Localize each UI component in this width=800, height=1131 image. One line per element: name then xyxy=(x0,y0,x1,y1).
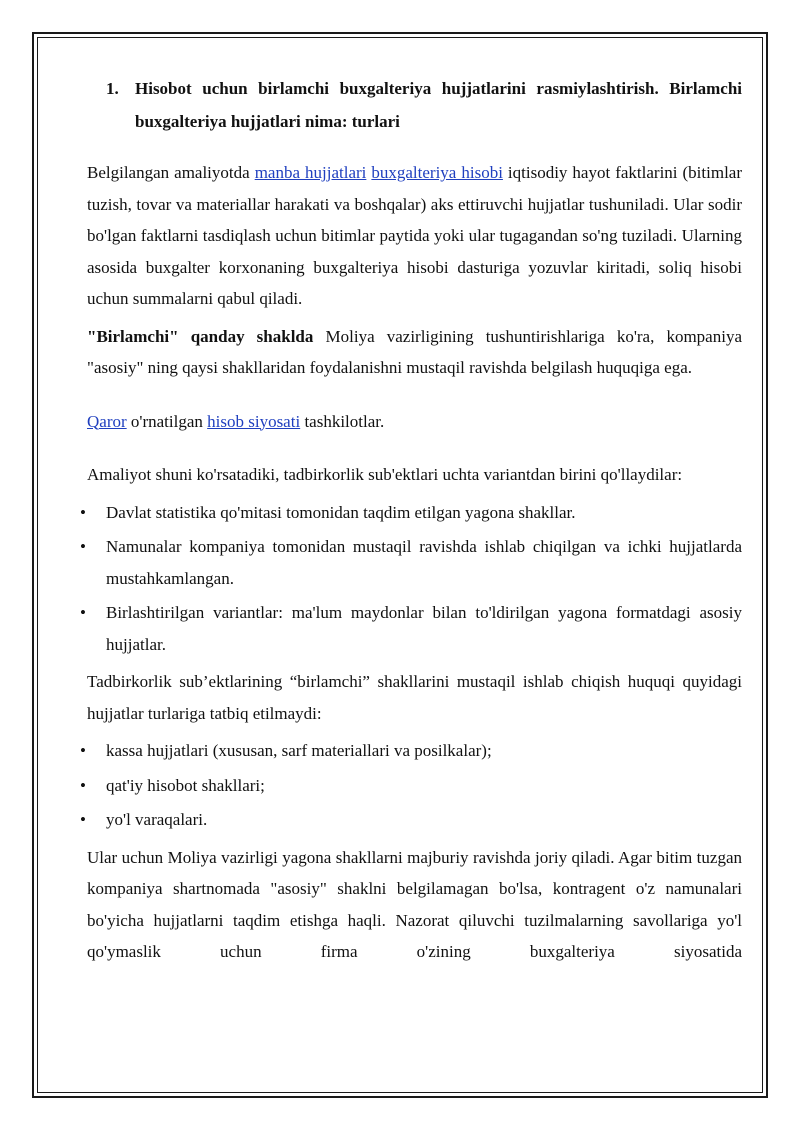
paragraph-tadbirkorlik: Tadbirkorlik sub’ektlarining “birlamchi” shakllarini mustaqil ishlab chiqish huquqi quyidagi hujjatlar turlariga tatbiq etilmaydi: xyxy=(87,672,742,723)
paragraph-birlamchi xyxy=(87,321,742,384)
document-body xyxy=(87,72,742,974)
heading-text: Hisobot uchun birlamchi buxgalteriya hujjatlarini rasmiylashtirish. Birlamchi buxgalteriya hujjatlari nima: turlari xyxy=(135,79,742,131)
exceptions-list xyxy=(87,735,742,836)
list-item: • Davlat statistika qo'mitasi tomonidan taqdim etilgan yagona shakllar. xyxy=(87,497,742,529)
paragraph-moliya: Ular uchun Moliya vazirligi yagona shakllarni majburiy ravishda joriy qiladi. Agar bitim tuzgan kompaniya shartnomada "asosiy" shaklni belgilamagan bo'lsa, kontragent o'z namunalari bo'yicha hujjatlarni taqdim etishga haqli. Nazorat qiluvchi tuzilmalarning savollariga yo'l qo'ymaslik uchun firma o'zining buxgalteriya siyosatida xyxy=(87,847,742,961)
link-buxgalteriya-hisobi[interactable]: buxgalteriya hisobi xyxy=(371,163,503,182)
list-item: • Namunalar kompaniya tomonidan mustaqil ravishda ishlab chiqilgan va ichki hujjatlarda mustahkamlangan. xyxy=(87,531,742,594)
link-manba-hujjatlari[interactable]: manba hujjatlari xyxy=(254,163,367,182)
birlamchi-bold-lead: "Birlamchi" qanday shaklda xyxy=(87,326,314,346)
intro-text-end: iqtisodiy hayot faktlarini (bitimlar tuzish, tovar va materiallar harakati va boshqalar) aks ettiruvchi hujjatlar tushuniladi. Ular sodir bo'lgan faktlarni tasdiqlash uchun bitimlar paytida yoki ular tugagandan so'ng tuziladi. Ularning asosida buxgalter korxonaning buxgalteriya hisobi dasturiga yozuvlar kiritadi, soliq hisobi uchun summalarni qabul qiladi. xyxy=(87,163,742,308)
variants-list xyxy=(87,497,742,661)
link-qaror[interactable]: Qaror xyxy=(87,411,127,431)
list-item: • kassa hujjatlari (xususan, sarf materiallari va posilkalar); xyxy=(87,735,742,767)
qaror-mid-text: o'rnatilgan xyxy=(126,411,208,431)
paragraph-qaror xyxy=(87,406,742,438)
birlamchi-text: Moliya vazirligining tushuntirishlariga ko'ra, kompaniya "asosiy" ning qaysi shakllaridan foydalanishni mustaqil ravishda belgilash huquqiga ega. xyxy=(87,326,742,377)
list-item: • yo'l varaqalari. xyxy=(87,804,742,836)
list-item: • qat'iy hisobot shakllari; xyxy=(87,770,742,802)
intro-text-start: Belgilangan amaliyotda xyxy=(87,163,255,182)
link-hisob-siyosati[interactable]: hisob siyosati xyxy=(207,411,301,431)
section-heading xyxy=(87,72,742,138)
paragraph-amaliyot: Amaliyot shuni ko'rsatadiki, tadbirkorlik sub'ektlari uchta variantdan birini qo'llaydilar: xyxy=(87,465,683,484)
list-item: • Birlashtirilgan variantlar: ma'lum maydonlar bilan to'ldirilgan yagona formatdagi asosiy hujjatlar. xyxy=(87,597,742,660)
qaror-end-text: tashkilotlar. xyxy=(300,411,385,431)
paragraph-intro xyxy=(87,157,742,315)
heading-number: 1. xyxy=(106,79,119,98)
